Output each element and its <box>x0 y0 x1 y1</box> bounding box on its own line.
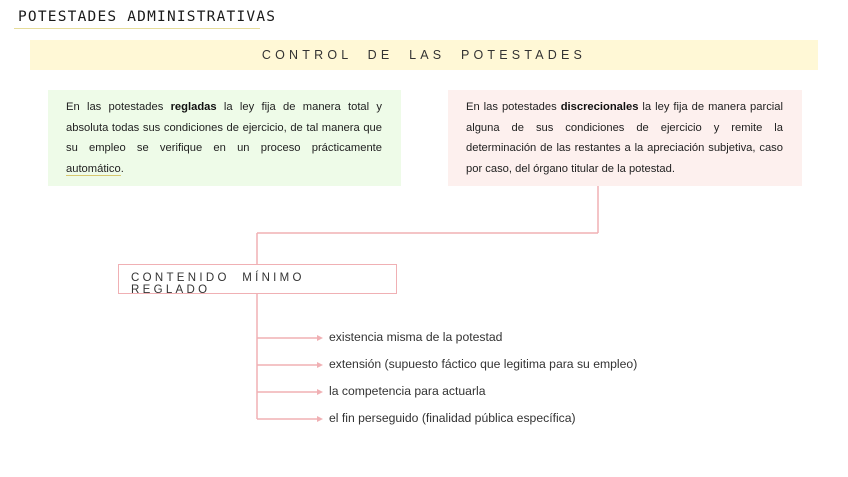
list-item: extensión (supuesto fáctico que legitima para su empleo) <box>329 357 638 371</box>
list-item: el fin perseguido (finalidad pública específica) <box>329 411 576 425</box>
page-title: POTESTADES ADMINISTRATIVAS <box>18 9 277 25</box>
arrowhead-4 <box>317 416 323 422</box>
discrecionales-prefix: En las potestades <box>466 101 561 113</box>
contenido-box <box>118 264 397 294</box>
regladas-body: la ley fija de manera total y absoluta todas sus condiciones de ejercicio, de tal manera que su empleo se verifique en un proceso prácticamente <box>66 101 383 154</box>
header-label: CONTROL DE LAS POTESTADES <box>261 48 587 62</box>
arrowhead-3 <box>317 389 323 395</box>
contenido-label: CONTENIDO MÍNIMO REGLADO <box>131 272 305 296</box>
regladas-keyword: regladas <box>170 101 217 113</box>
arrowhead-2 <box>317 362 323 368</box>
arrowhead-1 <box>317 335 323 341</box>
list-item: existencia misma de la potestad <box>329 330 503 344</box>
discrecionales-keyword: discrecionales <box>560 101 639 113</box>
list-item: la competencia para actuarla <box>329 384 486 398</box>
regladas-suffix: . <box>120 162 124 175</box>
regladas-highlighted-word: automático <box>66 162 121 175</box>
regladas-prefix: En las potestades <box>66 101 171 113</box>
discrecionales-body: la ley fija de manera parcial alguna de sus condiciones de ejercicio y remite la determinación de las restantes a la apreciación subjetiva, caso por caso, del órgano titular de la potestad. <box>466 101 783 175</box>
